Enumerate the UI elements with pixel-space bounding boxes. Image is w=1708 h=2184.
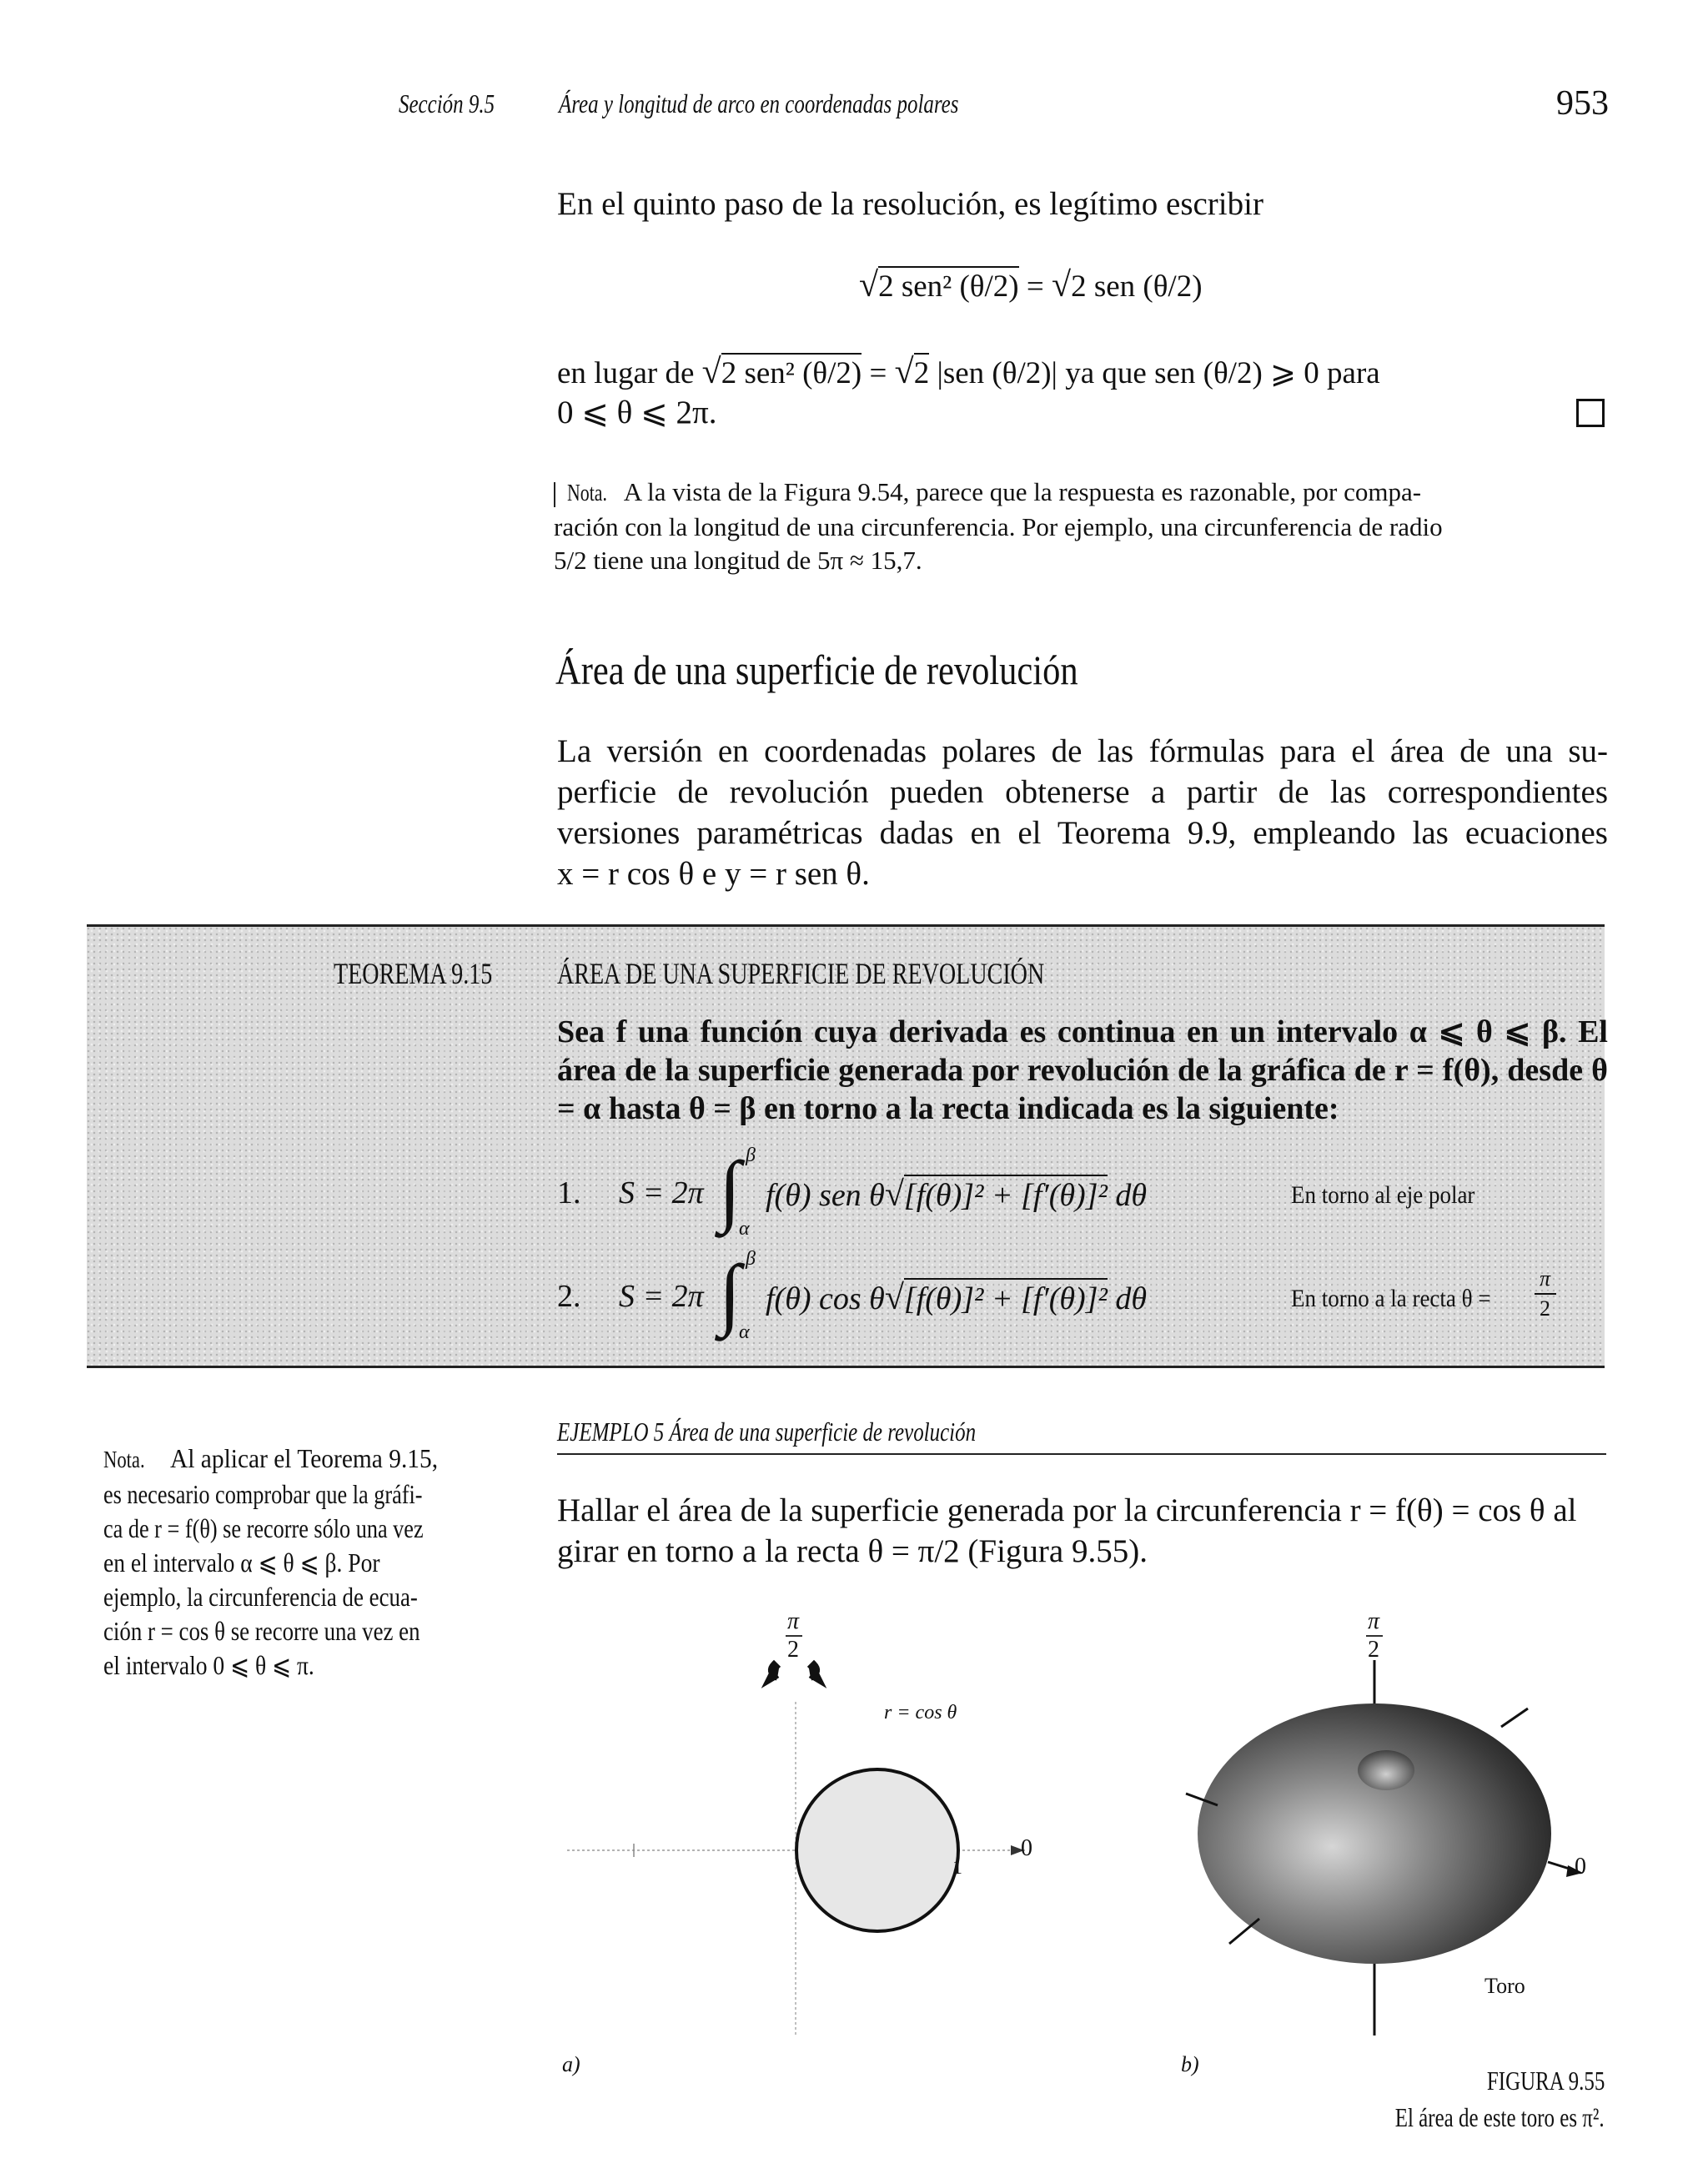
- formula-1-lower: α: [739, 1218, 750, 1240]
- running-title: Área y longitud de arco en coordenadas polares: [559, 88, 959, 118]
- formula-1-note: En torno al eje polar: [1291, 1181, 1475, 1209]
- intro-line-2: en lugar de √2 sen² (θ/2) = √2 |sen (θ/2)| ya que sen (θ/2) ⩾ 0 para: [557, 353, 1380, 391]
- para-line-4: x = r cos θ e y = r sen θ.: [557, 856, 870, 892]
- theorem-line-3: = α hasta θ = β en torno a la recta indicada es la siguiente:: [557, 1091, 1339, 1126]
- formula-2-integrand: f(θ) cos θ√[f(θ)]² + [f′(θ)]² dθ: [766, 1279, 1148, 1317]
- formula-1-lhs: S = 2π: [619, 1175, 704, 1210]
- rotation-arrow-left: [767, 1663, 779, 1682]
- theorem-label: TEOREMA 9.15: [334, 957, 493, 990]
- fig-a-axis-top-den: 2: [787, 1637, 799, 1663]
- nota-label: Nota.: [567, 481, 607, 506]
- theorem-statement: [557, 1013, 1608, 1128]
- polar-circle-plot: [550, 1602, 1084, 2069]
- fig-a-axis-top-num: π: [787, 1608, 800, 1634]
- section-heading: Área de una superficie de revolución: [555, 647, 1078, 693]
- theorem-line-1: Sea f una función cuya derivada es continua en un intervalo α ⩽ θ ⩽ β. El: [557, 1014, 1608, 1049]
- fig-b-axis-top-den: 2: [1368, 1637, 1379, 1663]
- circle-r-cos-theta: [796, 1769, 958, 1931]
- torus-plot: [1168, 1602, 1618, 2086]
- formula-1-integrand: f(θ) sen θ√[f(θ)]² + [f′(θ)]² dθ: [766, 1175, 1148, 1214]
- side-note-line-5: ejemplo, la circunferencia de ecua-: [103, 1582, 418, 1612]
- side-note-line-7: el intervalo 0 ⩽ θ ⩽ π.: [103, 1650, 314, 1680]
- nota-bar: [554, 482, 555, 507]
- formula-2-number: 2.: [557, 1279, 581, 1314]
- end-of-proof-square: [1576, 399, 1605, 427]
- formula-1-number: 1.: [557, 1175, 581, 1210]
- example-rule: [557, 1453, 1606, 1455]
- torus-spoke-left-bottom: [1229, 1919, 1259, 1944]
- formula-2-note-num: π: [1540, 1266, 1551, 1291]
- integral-sign-2: ∫: [719, 1248, 741, 1337]
- formula-2-lhs: S = 2π: [619, 1279, 704, 1314]
- side-note-line-1: Nota. Al aplicar el Teorema 9.15,: [103, 1442, 495, 1477]
- figure-caption-title: FIGURA 9.55: [1486, 2066, 1605, 2096]
- torus-hole: [1358, 1750, 1414, 1790]
- example-heading: EJEMPLO 5 Área de una superficie de revolución: [557, 1417, 977, 1447]
- example-line-2: girar en torno a la recta θ = π/2 (Figura 9.55).: [557, 1533, 1148, 1569]
- torus-spoke-right-top: [1501, 1708, 1528, 1727]
- formula-2-note: En torno a la recta θ =: [1291, 1285, 1491, 1312]
- intro-line-3: 0 ⩽ θ ⩽ 2π.: [557, 395, 717, 430]
- nota-block: [554, 476, 1605, 577]
- example-line-1: Hallar el área de la superficie generada por la circunferencia r = f(θ) = cos θ al: [557, 1492, 1577, 1528]
- para-line-3: versiones paramétricas dadas en el Teorema 9.9, empleando las ecuaciones: [557, 815, 1608, 851]
- theorem-title: ÁREA DE UNA SUPERFICIE DE REVOLUCIÓN: [557, 957, 1045, 990]
- intro-line-1: En el quinto paso de la resolución, es legítimo escribir: [557, 186, 1263, 222]
- fig-a-curve-label: r = cos θ: [884, 1702, 957, 1724]
- fig-a-axis-right: 0: [1021, 1835, 1032, 1861]
- side-note-line-6: ción r = cos θ se recorre una vez en: [103, 1616, 420, 1646]
- formula-2-upper: β: [746, 1248, 756, 1270]
- fig-b-panel-label: b): [1181, 2052, 1199, 2076]
- figure-a: [550, 1602, 1084, 2076]
- figure-caption-text: El área de este toro es π².: [1395, 2102, 1605, 2132]
- fig-b-axis-right: 0: [1575, 1854, 1586, 1880]
- theorem-line-2: área de la superficie generada por revolución de la gráfica de r = f(θ), desde θ: [557, 1053, 1608, 1088]
- side-note: [103, 1442, 495, 1683]
- figure-b: [1168, 1602, 1618, 2086]
- fraction-bar: [1535, 1293, 1556, 1295]
- display-equation: √2 sen² (θ/2) = √2 sen (θ/2): [859, 266, 1203, 304]
- formula-2: [557, 1248, 1608, 1348]
- fig-a-tick-label: 1: [952, 1857, 962, 1879]
- side-note-line-2: es necesario comprobar que la gráfi-: [103, 1479, 423, 1509]
- side-note-label: Nota.: [103, 1447, 145, 1473]
- formula-1-upper: β: [746, 1145, 756, 1166]
- page-number: 953: [1556, 84, 1609, 123]
- fig-b-axis-top-num: π: [1368, 1608, 1380, 1634]
- nota-line-3: 5/2 tiene una longitud de 5π ≈ 15,7.: [554, 546, 922, 575]
- formula-1: [557, 1145, 1608, 1245]
- formula-2-note-den: 2: [1540, 1296, 1550, 1321]
- para-line-2: perficie de revolución pueden obtenerse a partir de las correspondientes: [557, 774, 1608, 810]
- rotation-arrow-right: [809, 1663, 821, 1682]
- formula-2-lower: α: [739, 1321, 750, 1343]
- para-line-1: La versión en coordenadas polares de las fórmulas para el área de una su-: [557, 733, 1608, 769]
- nota-line-2: ración con la longitud de una circunferencia. Por ejemplo, una circunferencia de radio: [554, 512, 1443, 541]
- example-text: [557, 1490, 1608, 1572]
- side-note-line-4: en el intervalo α ⩽ θ ⩽ β. Por: [103, 1547, 380, 1578]
- fig-b-solid-label: Toro: [1484, 1974, 1525, 1998]
- fig-a-panel-label: a): [562, 2052, 580, 2076]
- side-note-line-3: ca de r = f(θ) se recorre sólo una vez: [103, 1513, 424, 1543]
- section-paragraph: [557, 731, 1608, 894]
- nota-line-1: A la vista de la Figura 9.54, parece que la respuesta es razonable, por compa-: [623, 477, 1422, 506]
- integral-sign-1: ∫: [719, 1145, 741, 1234]
- section-label: Sección 9.5: [399, 88, 495, 118]
